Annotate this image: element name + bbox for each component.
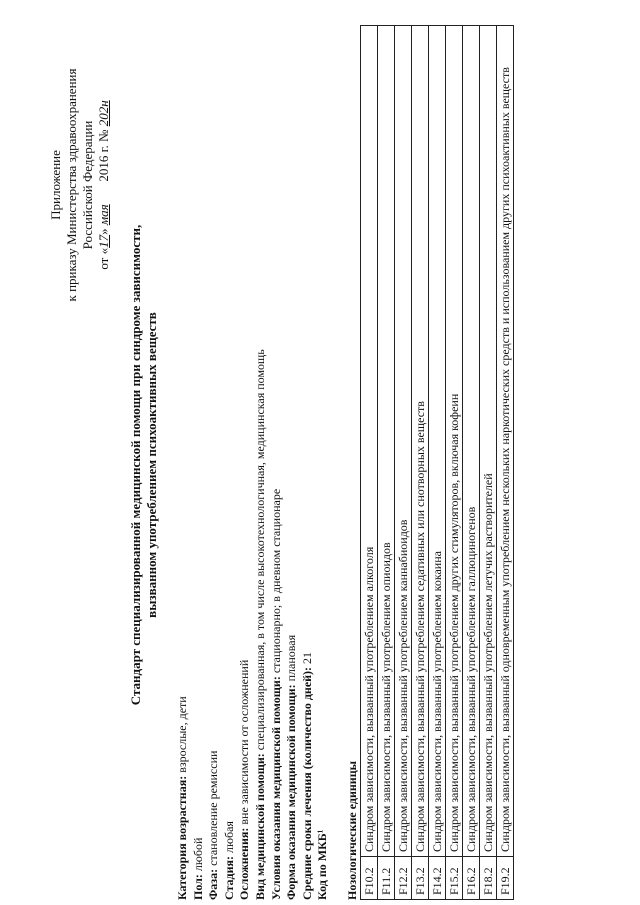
appendix-date-line	[96, 20, 112, 350]
standard-fields	[175, 20, 331, 900]
title-line-1: Стандарт специализированной медицинской помощи при синдроме зависимости,	[128, 224, 143, 706]
table-row	[412, 26, 429, 900]
table-row	[378, 26, 395, 900]
field-label: Условия оказания медицинской помощи:	[268, 676, 283, 900]
icd-code: F10.2	[361, 857, 378, 900]
icd-name: Синдром зависимости, вызванный употреблением седативных или снотворных веществ	[412, 26, 429, 857]
document-title	[128, 105, 160, 825]
icd-name: Синдром зависимости, вызванный употреблением галлюциногенов	[463, 26, 480, 857]
field-row	[237, 20, 253, 900]
field-label: Стадия:	[221, 855, 236, 900]
field-value: становление ремиссии	[206, 750, 221, 866]
field-label: Средние сроки лечения (количество дней):	[299, 666, 314, 900]
title-line-2: вызванном употреблением психоактивных веществ	[144, 312, 159, 618]
field-label: Осложнения:	[237, 827, 252, 900]
icd-code: F15.2	[446, 857, 463, 900]
nosology-label: Нозологические единицы	[345, 760, 359, 900]
date-day: 17	[96, 234, 111, 248]
table-row	[480, 26, 497, 900]
field-value: плановая	[284, 634, 299, 682]
table-row	[361, 26, 378, 900]
icd-code: F11.2	[378, 857, 395, 900]
field-value: вне зависимости от осложнений	[237, 659, 252, 825]
date-prefix: от «	[96, 247, 111, 270]
icd-name: Синдром зависимости, вызванный употреблением кокаина	[429, 26, 446, 857]
table-row	[395, 26, 412, 900]
field-label: Категория возрастная:	[175, 775, 189, 900]
icd-code: F18.2	[480, 857, 497, 900]
appendix-header	[48, 20, 112, 350]
field-row	[284, 20, 300, 900]
icd-code: F14.2	[429, 857, 446, 900]
field-label: Фаза:	[206, 868, 221, 900]
appendix-order-ref: к приказу Министерства здравоохранения	[64, 68, 79, 302]
field-row	[222, 20, 238, 900]
icd-code: F16.2	[463, 857, 480, 900]
icd-name: Синдром зависимости, вызванный употреблением алкоголя	[361, 26, 378, 857]
field-row	[175, 20, 191, 900]
table-row	[446, 26, 463, 900]
table-row	[463, 26, 480, 900]
field-label: Код по МКБ¹	[315, 829, 330, 900]
field-label: Форма оказания медицинской помощи:	[284, 684, 299, 900]
icd-name: Синдром зависимости, вызванный употреблением каннабиоидов	[395, 26, 412, 857]
field-row	[300, 20, 316, 900]
field-value: взрослые, дети	[175, 696, 189, 773]
date-month: мая	[96, 204, 111, 226]
field-row	[191, 20, 207, 900]
date-mid: »	[96, 228, 111, 235]
table-row	[429, 26, 446, 900]
field-row	[269, 20, 285, 900]
field-value: стационарно; в дневном стационаре	[268, 488, 283, 674]
icd-code: F12.2	[395, 857, 412, 900]
icd-code: F19.2	[497, 857, 514, 900]
icd-name: Синдром зависимости, вызванный употреблением других стимуляторов, включая кофеин	[446, 26, 463, 857]
field-row	[206, 20, 222, 900]
appendix-country: Российской Федерации	[80, 120, 95, 250]
field-label: Вид медицинской помощи:	[252, 753, 267, 900]
appendix-title: Приложение	[48, 150, 63, 220]
icd-code: F13.2	[412, 857, 429, 900]
icd-name: Синдром зависимости, вызванный одновременным употреблением нескольких наркотических средств и использованием других психоактивных веществ	[497, 26, 514, 857]
table-row	[497, 26, 514, 900]
order-number: 202н	[96, 100, 111, 127]
field-value: 21	[299, 651, 314, 664]
field-value: специализированная, в том числе высокотехнологичная, медицинская помощь	[252, 349, 267, 751]
icd-codes-table	[360, 25, 514, 900]
field-row	[253, 20, 269, 900]
field-value: любой	[190, 837, 205, 872]
field-label: Пол:	[190, 874, 205, 900]
date-year: 2016 г. №	[96, 129, 111, 182]
icd-name: Синдром зависимости, вызванный употреблением летучих растворителей	[480, 26, 497, 857]
field-value: любая	[221, 821, 236, 853]
field-row	[315, 20, 331, 900]
icd-name: Синдром зависимости, вызванный употреблением опиоидов	[378, 26, 395, 857]
